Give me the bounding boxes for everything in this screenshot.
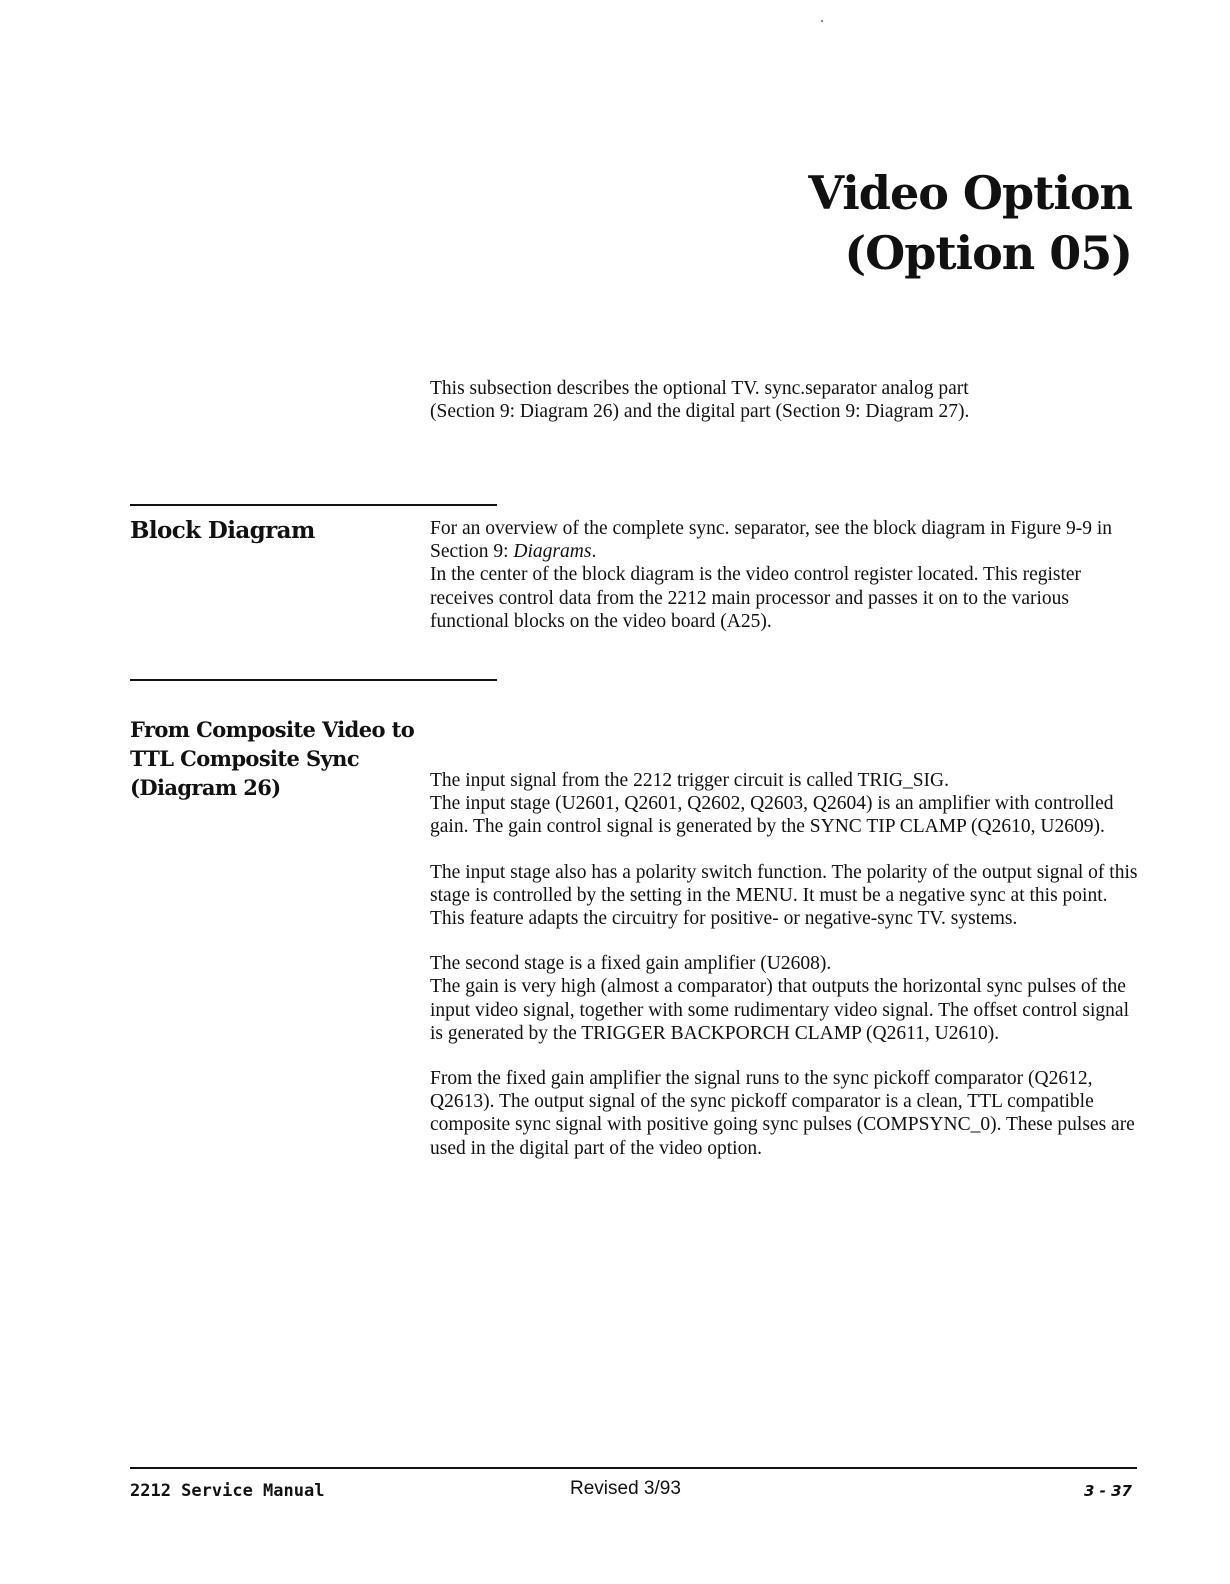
block-diagram-p1-end: . (591, 541, 597, 563)
composite-p1-line-1: The input signal from the 2212 trigger circuit is called TRIG_SIG. (430, 770, 949, 791)
footer-page-number: 3 - 37 (1084, 1482, 1132, 1500)
block-diagram-paragraph-2: In the center of the block diagram is the video control register located. This register receives control data from the 2212 main processor and passes it on to the various functional blocks on the video board (A25). (430, 564, 1082, 632)
heading-composite-video (130, 715, 430, 802)
page-title-line-2: (Option 05) (844, 226, 1132, 280)
composite-p3-line-1: The second stage is a fixed gain amplifier (U2608). (430, 953, 832, 975)
block-diagram-paragraph-1 (430, 517, 1138, 563)
intro-paragraph (430, 377, 1138, 423)
composite-p3-line-2: The gain is very high (almost a comparator) that outputs the horizontal sync pulses of the input video signal, together with some rudimentary video signal. The offset control signal is generated by the TRIGGER BACKPORCH CLAMP (Q2611, U2610). (430, 976, 1129, 1044)
diagrams-reference: Diagrams (513, 541, 592, 563)
page-title-line-1: Video Option (808, 166, 1132, 220)
section-rule-composite (130, 679, 497, 681)
composite-text (430, 769, 1138, 1160)
scan-speck (821, 20, 823, 22)
footer-revision: Revised 3/93 (570, 1478, 681, 1499)
composite-paragraph-2: The input stage also has a polarity switch function. The polarity of the output signal of this stage is controlled by the setting in the MENU. It must be a negative sync at this point. This feature adapts the circuitry for positive- or negative-sync TV. systems. (430, 861, 1138, 930)
composite-p1-line-2: The input stage (U2601, Q2601, Q2602, Q2603, Q2604) is an amplifier with controlled gain. The gain control signal is generated by the SYNC TIP CLAMP (Q2610, U2609). (430, 793, 1114, 838)
heading-composite-line-3: (Diagram 26) (130, 775, 281, 800)
footer-manual-name: 2212 Service Manual (130, 1481, 325, 1501)
heading-composite-line-2: TTL Composite Sync (130, 746, 360, 771)
section-rule-block-diagram (130, 504, 497, 506)
block-diagram-text (430, 517, 1138, 633)
heading-block-diagram: Block Diagram (130, 517, 315, 544)
composite-paragraph-4: From the fixed gain amplifier the signal runs to the sync pickoff comparator (Q2612, Q2613). The output signal of the sync pickoff comparator is a clean, TTL compatible composite sync signal with positive going sync pulses (COMPSYNC_0). These pulses are used in the digital part of the video option. (430, 1068, 1135, 1159)
block-diagram-p1-text: For an overview of the complete sync. separator, see the block diagram in Figure 9-9 in Section 9: (430, 518, 1113, 563)
heading-composite-line-1: From Composite Video to (130, 717, 415, 742)
footer-rule (130, 1467, 1137, 1469)
intro-line-2: (Section 9: Diagram 26) and the digital part (Section 9: Diagram 27). (430, 401, 970, 423)
intro-line-1: This subsection describes the optional TV. sync.separator analog part (430, 378, 969, 399)
